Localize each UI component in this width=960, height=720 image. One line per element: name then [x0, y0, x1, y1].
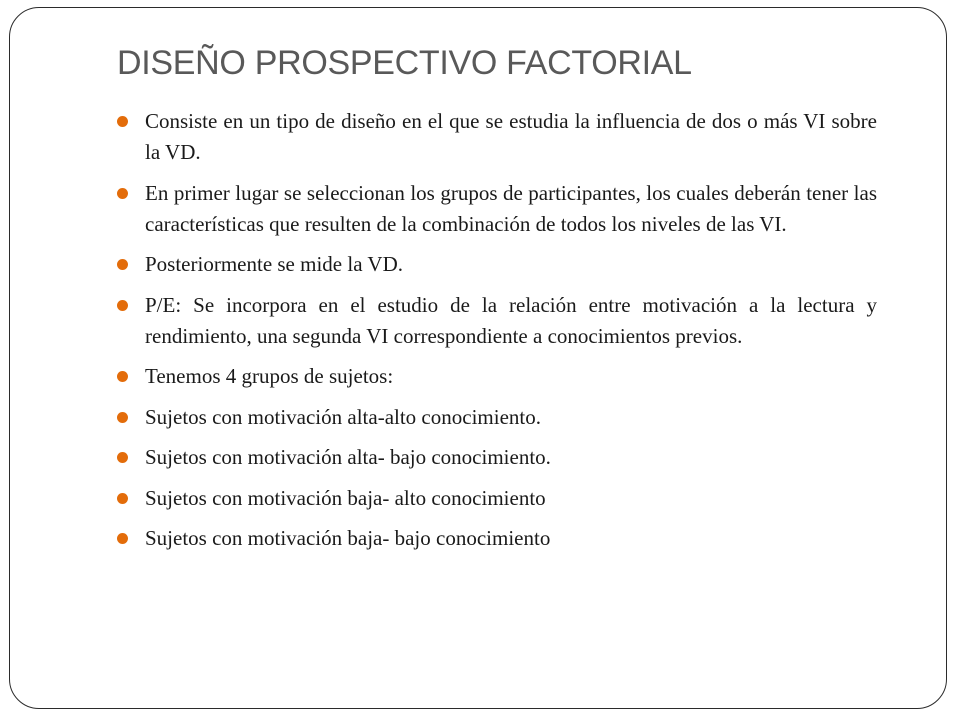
bullet-dot-icon	[117, 412, 128, 423]
bullet-text: Sujetos con motivación alta-alto conocimiento.	[145, 404, 541, 429]
bullet-dot-icon	[117, 300, 128, 311]
bullet-dot-icon	[117, 452, 128, 463]
bullet-text: Posteriormente se mide la VD.	[145, 252, 403, 276]
bullet-dot-icon	[117, 116, 128, 127]
bullet-item	[117, 483, 877, 514]
bullet-item	[117, 106, 877, 168]
slide-title: DISEÑO PROSPECTIVO FACTORIAL	[117, 44, 692, 82]
bullet-item	[117, 249, 877, 280]
bullet-text: Sujetos con motivación baja- bajo conocimiento	[145, 526, 551, 550]
bullet-item	[117, 290, 877, 352]
slide-frame	[9, 7, 947, 709]
bullet-item	[117, 361, 877, 392]
bullet-dot-icon	[117, 188, 128, 199]
bullet-text: Sujetos con motivación alta- bajo conocimiento.	[145, 445, 551, 469]
bullet-text: P/E: Se incorpora en el estudio de la relación entre motivación a la lectura y rendimiento, una segunda VI correspondiente a conocimientos previos.	[145, 292, 877, 348]
bullet-dot-icon	[117, 533, 128, 544]
bullet-list	[117, 106, 877, 564]
bullet-item	[117, 178, 877, 240]
bullet-dot-icon	[117, 371, 128, 382]
bullet-item	[117, 442, 877, 473]
bullet-item	[117, 402, 877, 433]
bullet-item	[117, 523, 877, 554]
bullet-dot-icon	[117, 259, 128, 270]
bullet-text: Sujetos con motivación baja- alto conocimiento	[145, 485, 546, 510]
bullet-text: Consiste en un tipo de diseño en el que se estudia la influencia de dos o más VI sobre la VD.	[145, 109, 877, 164]
bullet-text: En primer lugar se seleccionan los grupos de participantes, los cuales deberán tener las características que resulten de la combinación de todos los niveles de las VI.	[145, 180, 877, 236]
bullet-dot-icon	[117, 493, 128, 504]
bullet-text: Tenemos 4 grupos de sujetos:	[145, 364, 394, 388]
